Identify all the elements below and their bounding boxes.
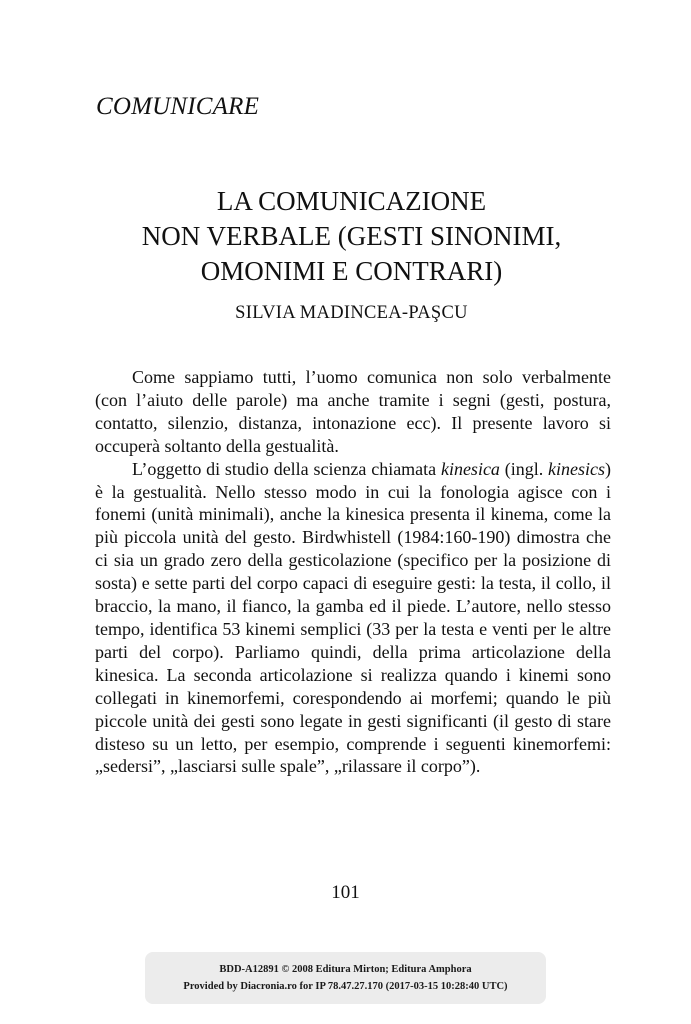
paragraph-text: ) è la gestualità. Nello stesso modo in cui la fonologia agisce con i fonemi (unità minimali), anche la kinesica presenta il kinema, come la più piccola unità del gesto. Birdwhistell (1984:160-190) dimostra che ci sia un grado zero della gesticolazione (specifico per la posizione di sosta) e sette parti del corpo capaci di eseguire gesti: la testa, il collo, il braccio, la mano, il fianco, la gamba ed il piede. L’autore, nello stesso tempo, identifica 53 kinemi semplici (33 per la testa e venti per le altre parti del corpo). Parliamo quindi, della prima articolazione della kinesica. La seconda articolazione si realizza quando i kinemi sono collegati in kinemorfemi, corespondendo ai morfemi; quando le più piccole unità dei gesti sono legate in gesti significanti (il gesto di stare disteso su un letto, per esempio, comprende i seguenti kinemorfemi: „sedersi”, „lasciarsi sulle spale”, „rilassare il corpo”). <box>95 458 611 777</box>
paragraph-text: L’oggetto di studio della scienza chiamata <box>132 458 441 479</box>
footer-copyright: BDD-A12891 © 2008 Editura Mirton; Editura Amphora <box>219 964 472 975</box>
italic-term: kinesics <box>548 458 605 479</box>
title-line: LA COMUNICAZIONE <box>216 186 487 216</box>
footer-provided-by: Provided by Diacronia.ro for IP 78.47.27.170 (2017-03-15 10:28:40 UTC) <box>183 981 508 992</box>
paragraph <box>95 458 611 779</box>
article-author: SILVIA MADINCEA-PAŞCU <box>235 303 468 323</box>
italic-term: kinesica <box>440 458 500 479</box>
article-title <box>60 184 643 289</box>
section-label: COMUNICARE <box>96 93 260 120</box>
paragraph: Come sappiamo tutti, l’uomo comunica non solo verbalmente (con l’aiuto delle parole) ma anche tramite i segni (gesti, postura, contatto, silenzio, distanza, intonazione ecc). Il presente lavoro si occuperà soltanto della gestualità. <box>95 367 611 456</box>
title-line: NON VERBALE (GESTI SINONIMI, <box>141 221 562 251</box>
paragraph-text: (ingl. <box>499 458 549 479</box>
page-number: 101 <box>331 882 360 903</box>
article-body <box>95 366 611 778</box>
title-line: OMONIMI E CONTRARI) <box>200 256 503 286</box>
provenance-footer <box>145 952 546 1004</box>
